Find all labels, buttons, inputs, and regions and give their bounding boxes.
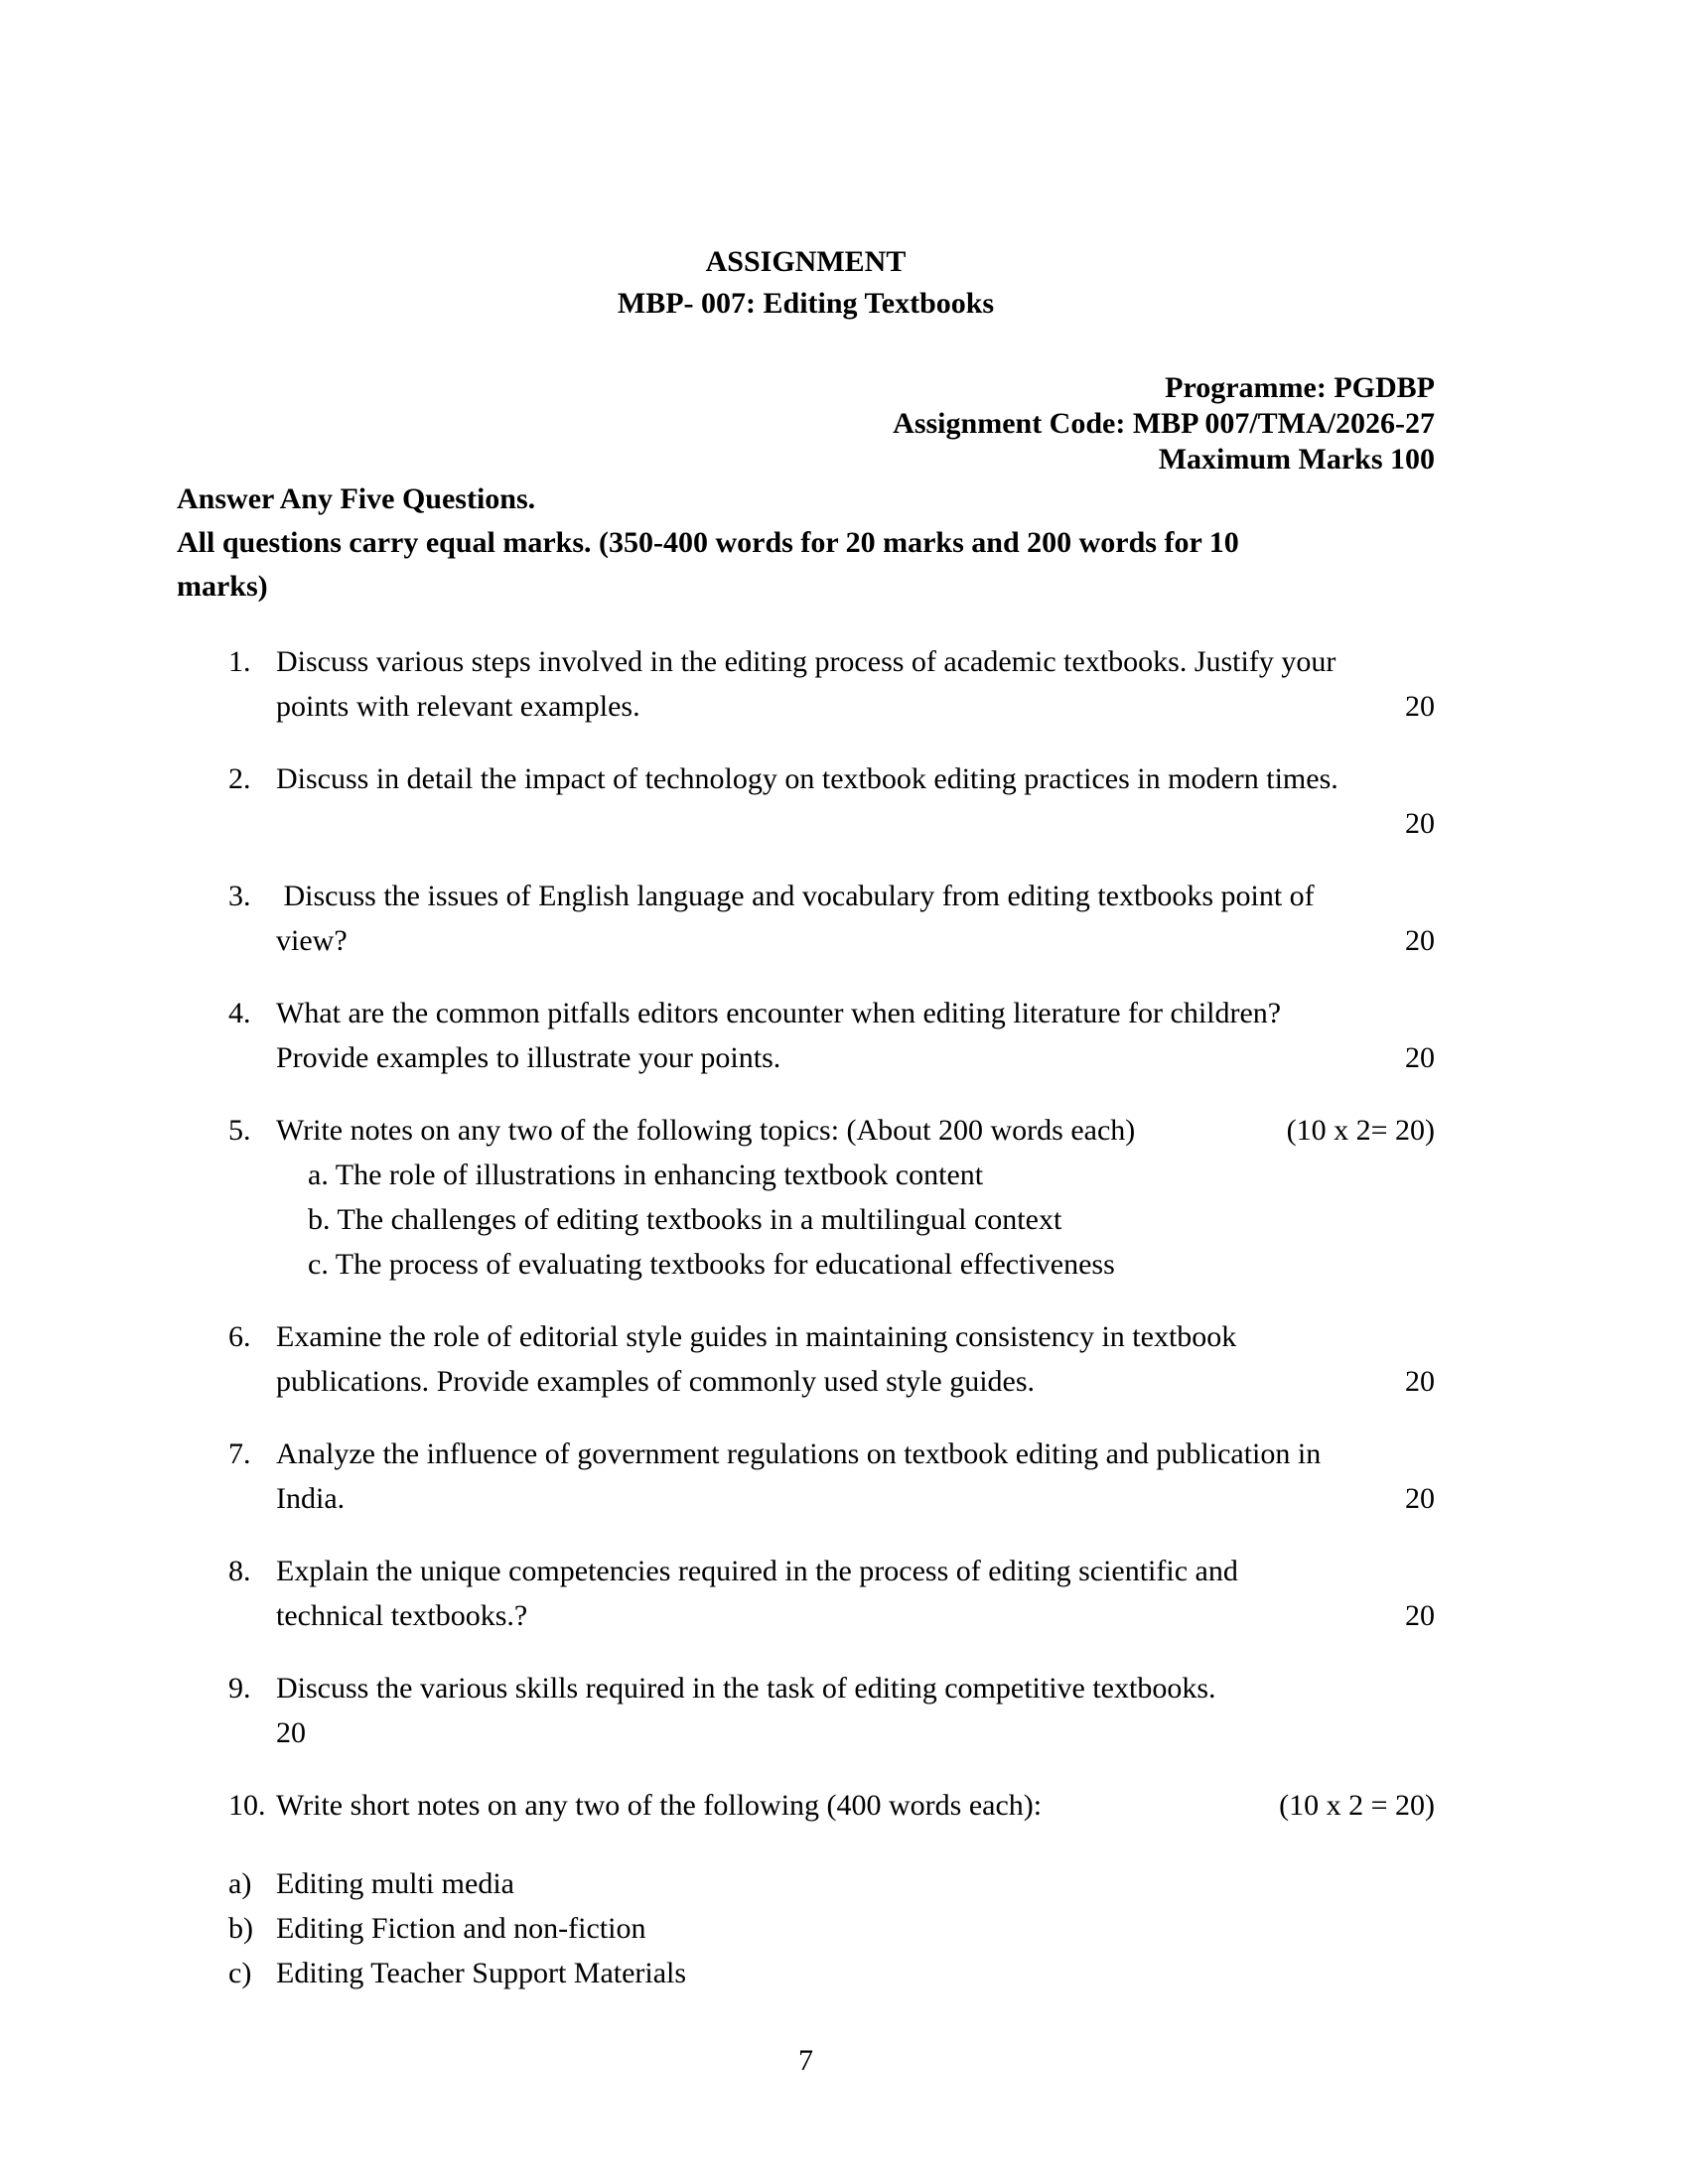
assignment-heading: ASSIGNMENT	[705, 245, 907, 278]
question-marks: 20	[1405, 1365, 1435, 1398]
question-marks: 20	[276, 1716, 306, 1749]
question-number: 10.	[228, 1789, 266, 1822]
question-number: 6.	[228, 1320, 251, 1353]
question-number: 7.	[228, 1437, 251, 1470]
question-8	[177, 1549, 1435, 1638]
question-marks: (10 x 2 = 20)	[1279, 1789, 1435, 1822]
question-number: 9.	[228, 1672, 251, 1705]
meta-block	[177, 370, 1435, 478]
option-a	[177, 1861, 1435, 1906]
programme-line: Programme: PGDBP	[1165, 371, 1435, 404]
question-text: Analyze the influence of government regulations on textbook editing and publication in	[276, 1437, 1322, 1470]
document-content	[177, 241, 1435, 1995]
question-marks: (10 x 2= 20)	[1286, 1114, 1435, 1147]
question-text: Explain the unique competencies required in the process of editing scientific and	[276, 1555, 1238, 1587]
question-marks: 20	[1405, 690, 1435, 723]
option-c	[177, 1951, 1435, 1995]
question-text: Examine the role of editorial style guides in maintaining consistency in textbook	[276, 1320, 1237, 1353]
question-number: 4.	[228, 997, 251, 1029]
option-text: Editing multi media	[276, 1867, 514, 1900]
instruction-line: All questions carry equal marks. (350-400 words for 20 marks and 200 words for 10	[177, 526, 1239, 559]
question-6	[177, 1314, 1435, 1404]
question-text: publications. Provide examples of commonly used style guides.	[276, 1365, 1036, 1398]
question-marks: 20	[1405, 807, 1435, 840]
option-label: b)	[228, 1912, 253, 1945]
option-label: c)	[228, 1957, 252, 1989]
course-heading: MBP- 007: Editing Textbooks	[617, 287, 995, 320]
option-label: a)	[228, 1867, 252, 1900]
question-2	[177, 756, 1435, 846]
question-text: Discuss the issues of English language and vocabulary from editing textbooks point of	[276, 880, 1315, 912]
question-text: What are the common pitfalls editors encounter when editing literature for children?	[276, 997, 1282, 1029]
questions-list	[177, 639, 1435, 1828]
question-text: Discuss in detail the impact of technology on textbook editing practices in modern times.	[276, 762, 1338, 795]
question-number: 2.	[228, 762, 251, 795]
question-marks: 20	[1405, 1041, 1435, 1074]
question-5	[177, 1108, 1435, 1287]
question-text: Discuss the various skills required in the task of editing competitive textbooks.	[276, 1672, 1216, 1705]
option-text: Editing Teacher Support Materials	[276, 1957, 687, 1989]
question-number: 8.	[228, 1555, 251, 1587]
instruction-line: marks)	[177, 570, 268, 603]
question-4	[177, 991, 1435, 1080]
question-text: technical textbooks.?	[276, 1599, 528, 1632]
question-marks: 20	[1405, 1482, 1435, 1515]
question-subitem: c. The process of evaluating textbooks for educational effectiveness	[308, 1248, 1115, 1281]
short-notes-options	[177, 1861, 1435, 1995]
question-10	[177, 1783, 1435, 1828]
question-text: India.	[276, 1482, 346, 1515]
instructions-block	[177, 478, 1435, 609]
question-marks: 20	[1405, 1599, 1435, 1632]
option-b	[177, 1906, 1435, 1951]
question-1	[177, 639, 1435, 729]
question-text: Write notes on any two of the following topics: (About 200 words each)	[276, 1114, 1136, 1147]
question-7	[177, 1432, 1435, 1521]
question-text: Provide examples to illustrate your points.	[276, 1041, 781, 1074]
option-text: Editing Fiction and non-fiction	[276, 1912, 646, 1945]
question-number: 5.	[228, 1114, 251, 1147]
question-number: 1.	[228, 645, 251, 678]
question-number: 3.	[228, 880, 251, 912]
question-subitem: a. The role of illustrations in enhancing textbook content	[308, 1159, 984, 1191]
question-marks: 20	[1405, 924, 1435, 957]
question-subitem: b. The challenges of editing textbooks in a multilingual context	[308, 1203, 1062, 1236]
question-text: Discuss various steps involved in the editing process of academic textbooks. Justify your	[276, 645, 1336, 678]
question-text: points with relevant examples.	[276, 690, 640, 723]
question-9	[177, 1666, 1435, 1755]
instruction-line: Answer Any Five Questions.	[177, 482, 536, 515]
question-text: Write short notes on any two of the following (400 words each):	[276, 1789, 1043, 1822]
assignment-code-line: Assignment Code: MBP 007/TMA/2026-27	[893, 407, 1435, 440]
question-3	[177, 874, 1435, 963]
maximum-marks-line: Maximum Marks 100	[1158, 443, 1435, 476]
page-number: 7	[798, 2044, 813, 2077]
question-text: view?	[276, 924, 348, 957]
